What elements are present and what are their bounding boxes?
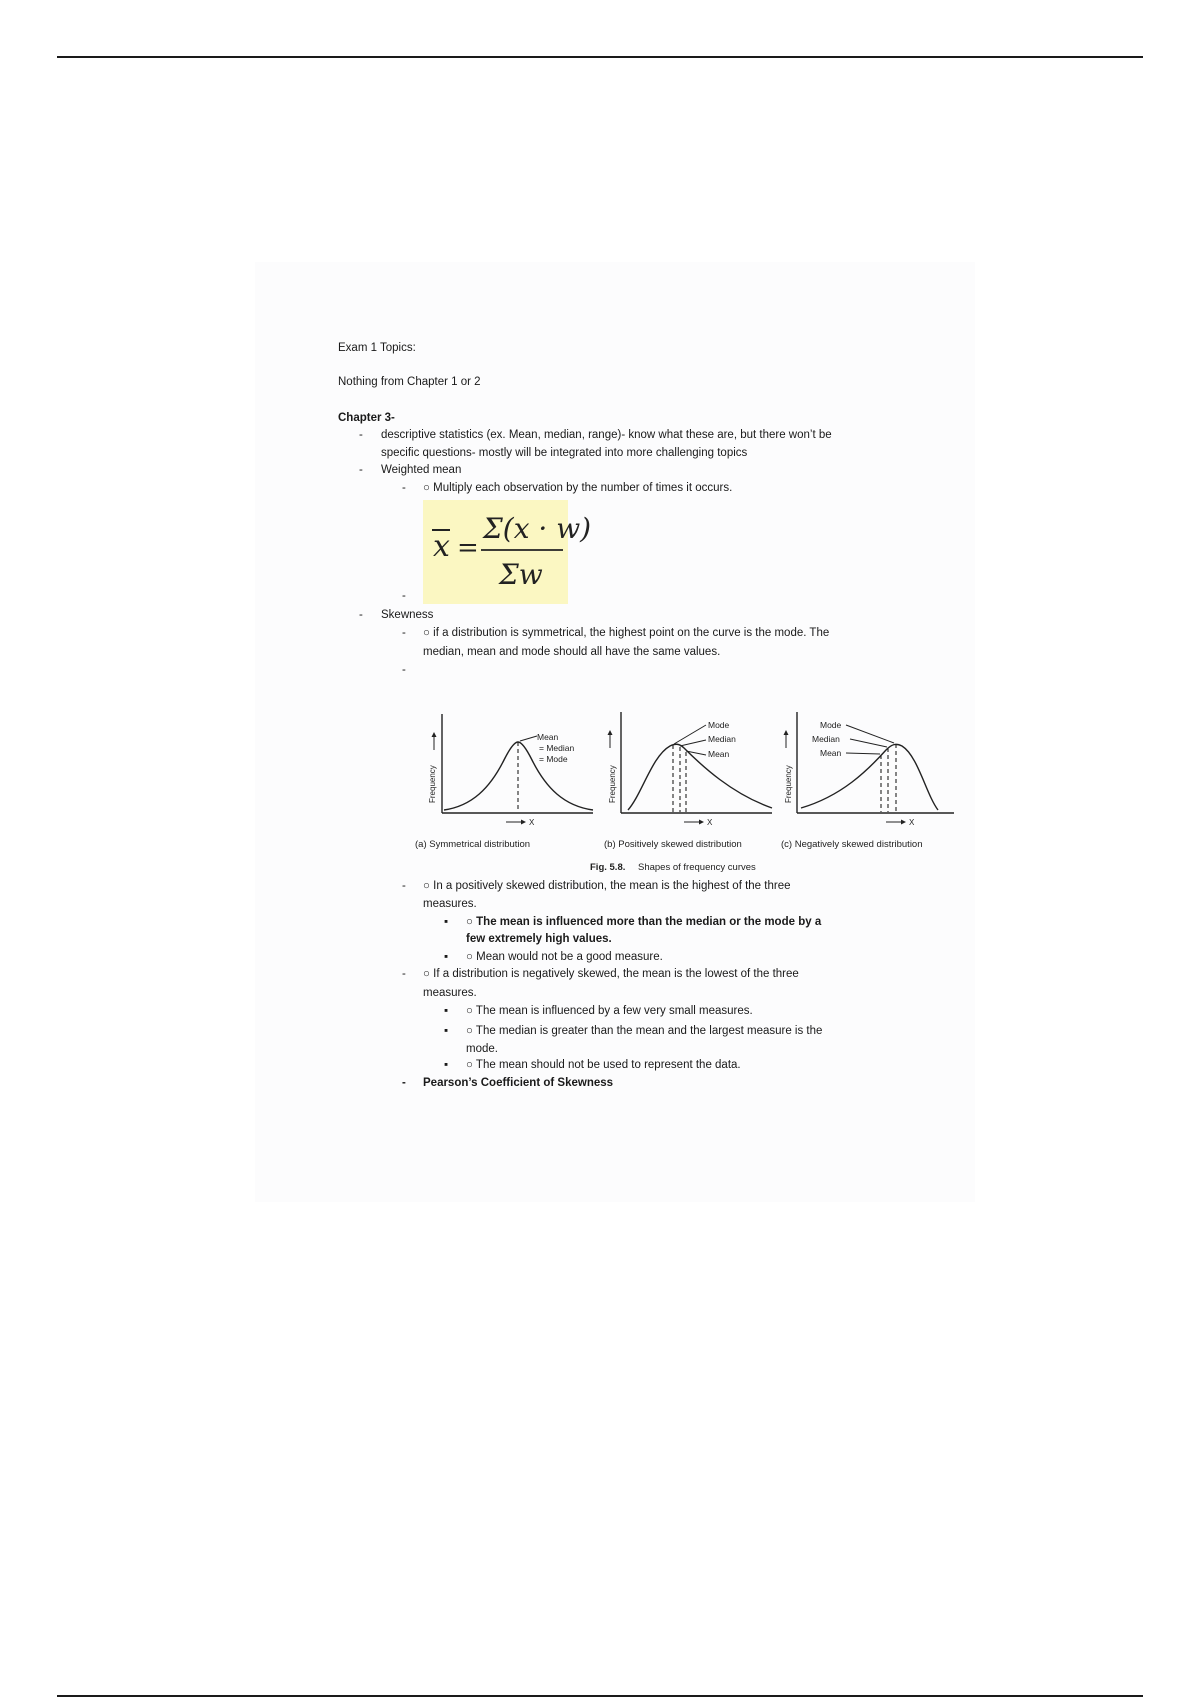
formula-lhs: x — [433, 529, 450, 564]
list-dash: - — [402, 590, 406, 602]
pearson-item: Pearson’s Coefficient of Skewness — [423, 1077, 614, 1089]
list-dash: - — [359, 429, 363, 441]
list-dash: - — [359, 609, 363, 621]
negative-line-1: ○ If a distribution is negatively skewed, the mean is the lowest of the three — [423, 968, 799, 980]
figure-title: Shapes of frequency curves — [638, 862, 756, 873]
panel-c-ylabel: Frequency — [784, 765, 793, 803]
list-bullet: ▪ — [444, 1025, 449, 1037]
panel-b-xlabel: X — [707, 818, 713, 827]
chapter-heading: Chapter 3- — [338, 412, 395, 424]
panel-b-caption: (b) Positively skewed distribution — [604, 839, 742, 850]
panel-a-symmetrical — [415, 714, 593, 850]
desc-stats-line-1: descriptive statistics (ex. Mean, median, range)- know what these are, but there won’t be — [381, 429, 832, 441]
panel-b-label-median: Median — [708, 734, 736, 744]
panel-c-xlabel: X — [909, 818, 915, 827]
negative-sub1: ○ The mean is influenced by a few very small measures. — [466, 1005, 753, 1017]
panel-a-label-mode: = Mode — [539, 754, 568, 764]
frequency-curves-figure — [412, 700, 957, 878]
panel-b-positive — [604, 712, 772, 850]
skewness-item: Skewness — [381, 609, 434, 621]
bottom-rule — [57, 1695, 1143, 1697]
exam-heading: Exam 1 Topics: — [338, 342, 416, 354]
list-dash: - — [402, 482, 406, 494]
list-bullet: ▪ — [444, 1005, 449, 1017]
list-dash: - — [402, 880, 406, 892]
list-dash: - — [359, 464, 363, 476]
list-dash: - — [402, 627, 406, 639]
weighted-mean-formula — [423, 500, 592, 604]
panel-c-label-mode: Mode — [820, 720, 842, 730]
negative-sub2-line-1: ○ The median is greater than the mean and the largest measure is the — [466, 1025, 823, 1037]
negative-sub2-line-2: mode. — [466, 1043, 498, 1055]
figure-number: Fig. 5.8. — [590, 862, 626, 873]
positive-sub1-line-1: ○ The mean is influenced more than the median or the mode by a — [466, 916, 822, 928]
panel-b-ylabel: Frequency — [608, 765, 617, 803]
panel-a-label-median: = Median — [539, 743, 575, 753]
panel-a-ylabel: Frequency — [428, 765, 437, 803]
list-dash: - — [402, 664, 406, 676]
formula-numerator: Σ(x · w) — [483, 512, 592, 545]
nothing-line: Nothing from Chapter 1 or 2 — [338, 376, 481, 388]
positive-line-1: ○ In a positively skewed distribution, the mean is the highest of the three — [423, 880, 791, 892]
panel-b-label-mean: Mean — [708, 749, 730, 759]
panel-c-label-median: Median — [812, 734, 840, 744]
list-bullet: ▪ — [444, 1059, 449, 1071]
symmetric-line-2: median, mean and mode should all have the same values. — [423, 646, 721, 658]
panel-a-xlabel: X — [529, 818, 535, 827]
multiply-item: ○ Multiply each observation by the number of times it occurs. — [423, 482, 733, 494]
list-dash: - — [402, 1077, 406, 1089]
negative-sub3: ○ The mean should not be used to represent the data. — [466, 1059, 741, 1071]
positive-line-2: measures. — [423, 898, 477, 910]
negative-line-2: measures. — [423, 987, 477, 999]
list-dash: - — [402, 968, 406, 980]
list-bullet: ▪ — [444, 951, 449, 963]
positive-sub2: ○ Mean would not be a good measure. — [466, 951, 663, 963]
weighted-mean-item: Weighted mean — [381, 464, 462, 476]
panel-a-caption: (a) Symmetrical distribution — [415, 839, 531, 850]
panel-c-negative — [781, 712, 954, 850]
panel-a-label-mean: Mean — [537, 732, 559, 742]
list-bullet: ▪ — [444, 916, 449, 928]
panel-c-label-mean: Mean — [820, 748, 842, 758]
positive-sub1-line-2: few extremely high values. — [466, 933, 612, 945]
desc-stats-line-2: specific questions- mostly will be integrated into more challenging topics — [381, 447, 748, 459]
formula-denominator: Σw — [499, 558, 543, 591]
panel-b-label-mode: Mode — [708, 720, 730, 730]
panel-c-caption: (c) Negatively skewed distribution — [781, 839, 923, 850]
symmetric-line-1: ○ if a distribution is symmetrical, the highest point on the curve is the mode. The — [423, 627, 830, 639]
formula-equals: = — [457, 533, 479, 563]
